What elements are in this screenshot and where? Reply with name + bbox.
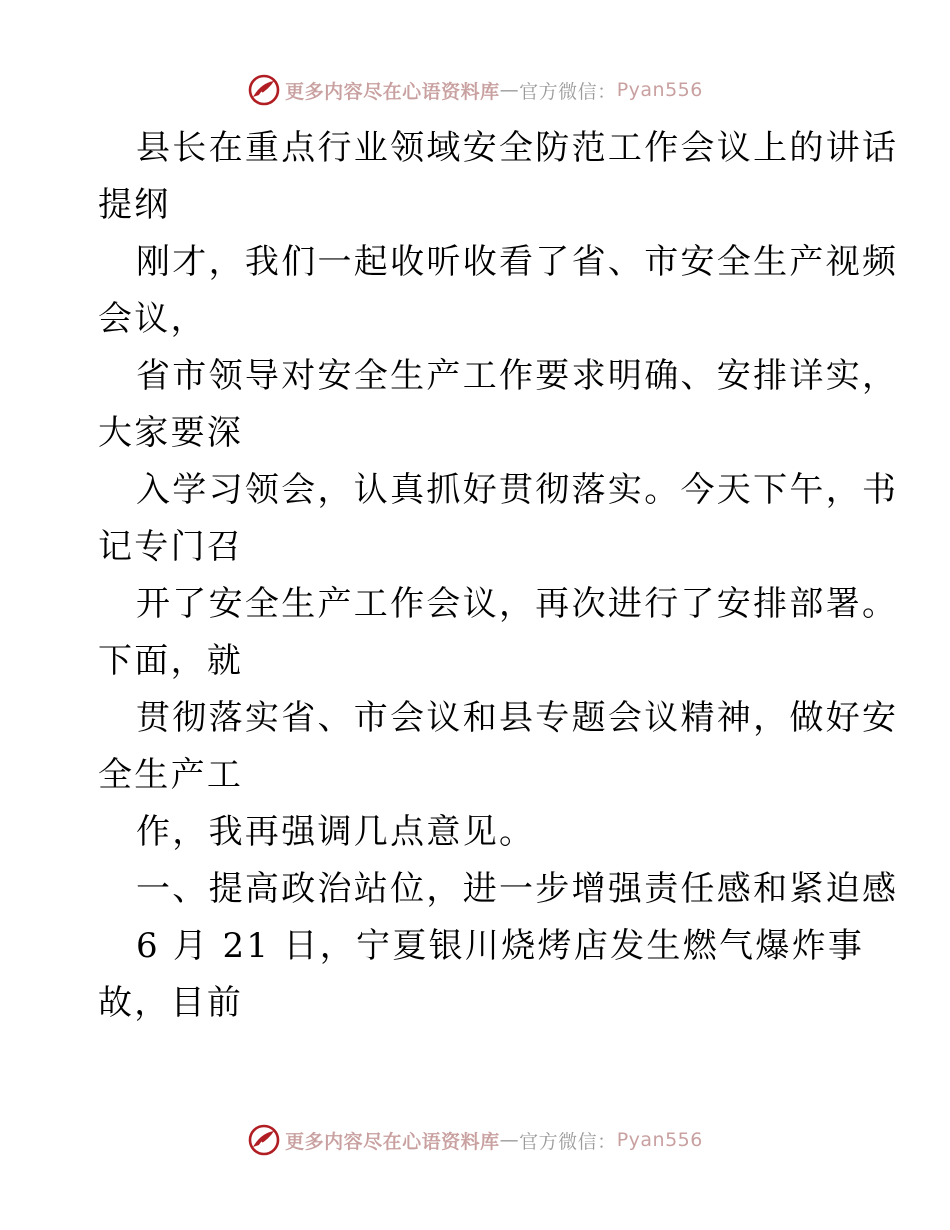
title-line-1: 县长在重点行业领域安全防范工作会议上的讲话 <box>136 128 899 168</box>
document-body <box>98 120 899 1032</box>
paragraph-line: 6 月 21 日，宁夏银川烧烤店发生燃气爆炸事 <box>136 926 865 966</box>
watermark-wechat-id: Pyan556 <box>616 79 703 101</box>
watermark-wechat-label: 官方微信： <box>519 80 617 103</box>
paragraph-line: 下面，就 <box>98 641 244 681</box>
paragraph-line: 故，目前 <box>98 983 244 1023</box>
page-footer-watermark <box>0 1120 950 1160</box>
watermark-brand-text: 更多内容尽在心语资料库 <box>285 1130 500 1153</box>
paragraph-line: 全生产工 <box>98 755 244 795</box>
paragraph-line: 贯彻落实省、市会议和县专题会议精神，做好安 <box>136 698 899 738</box>
paragraph-line: 省市领导对安全生产工作要求明确、安排详实， <box>136 356 899 396</box>
watermark-brand-text: 更多内容尽在心语资料库 <box>285 80 500 103</box>
paragraph-line: 会议， <box>98 299 207 339</box>
watermark-wechat-label: 官方微信： <box>519 1130 617 1153</box>
watermark-dash: — <box>499 79 520 101</box>
paragraph-line: 开了安全生产工作会议，再次进行了安排部署。 <box>136 584 899 624</box>
section-heading: 一、提高政治站位，进一步增强责任感和紧迫感 <box>136 869 899 909</box>
pen-nib-logo-icon <box>247 73 281 107</box>
paragraph-line: 作，我再强调几点意见。 <box>136 812 536 852</box>
paragraph-line: 记专门召 <box>98 527 244 567</box>
paragraph-line: 入学习领会，认真抓好贯彻落实。今天下午，书 <box>136 470 899 510</box>
page-header-watermark <box>0 70 950 110</box>
watermark-brand <box>247 73 703 107</box>
paragraph-line: 刚才，我们一起收听收看了省、市安全生产视频 <box>136 242 899 282</box>
watermark-dash: — <box>499 1129 520 1151</box>
watermark-wechat-id: Pyan556 <box>616 1129 703 1151</box>
watermark-brand <box>247 1123 703 1157</box>
title-line-2: 提纲 <box>98 185 171 225</box>
pen-nib-logo-icon <box>247 1123 281 1157</box>
paragraph-line: 大家要深 <box>98 413 244 453</box>
